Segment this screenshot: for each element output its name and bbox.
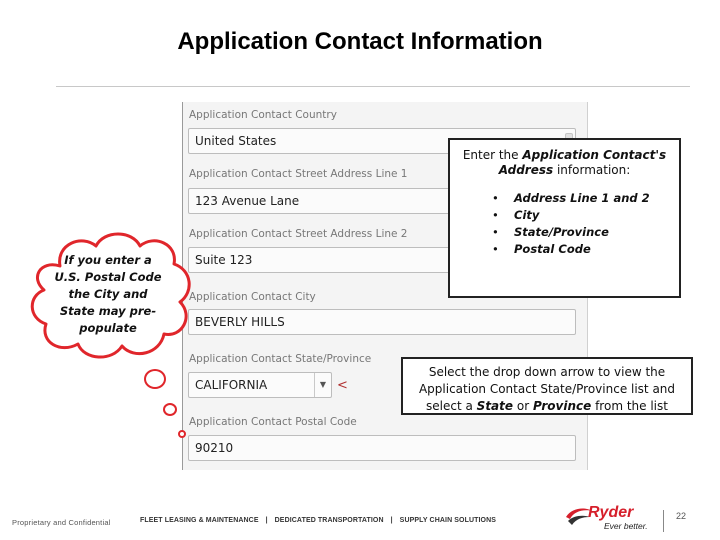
city-field[interactable] (188, 309, 576, 335)
state-callout-emph1: State (476, 399, 514, 413)
list-item (460, 207, 669, 224)
state-callout-line3 (411, 398, 683, 415)
bullet-dot: • (492, 191, 499, 205)
country-value: United States (195, 134, 277, 148)
bullet-text: City (514, 208, 540, 222)
footer-service-links (140, 517, 496, 524)
country-label: Application Contact Country (189, 109, 337, 121)
ryder-logo (562, 503, 654, 533)
address-callout-suffix: information: (553, 163, 631, 177)
footer-separator: | (265, 517, 268, 524)
footer-link-supply-chain: SUPPLY CHAIN SOLUTIONS (399, 517, 496, 524)
ryder-wordmark: Ryder (588, 504, 634, 521)
postal-code-value: 90210 (195, 441, 234, 455)
slide-title: Application Contact Information (177, 28, 543, 55)
list-item (460, 190, 669, 207)
footer-separator: | (390, 517, 393, 524)
cloud-line: populate (79, 321, 137, 335)
postal-code-label: Application Contact Postal Code (189, 416, 357, 428)
list-item (460, 224, 669, 241)
bullet-text: State/Province (514, 225, 609, 239)
address-line2-label: Application Contact Street Address Line 2 (189, 228, 408, 240)
thought-bubble-small (178, 430, 186, 438)
state-select[interactable] (188, 372, 332, 398)
city-label: Application Contact City (189, 291, 316, 303)
address-callout-emph1: Application Contact's (522, 148, 667, 162)
footer-link-dedicated: DEDICATED TRANSPORTATION (274, 517, 384, 524)
thought-bubble-large (144, 369, 166, 389)
thought-bubble-medium (163, 403, 177, 416)
state-callout-mid: or (513, 399, 533, 413)
cloud-line: If you enter a (64, 253, 152, 267)
state-label: Application Contact State/Province (189, 353, 372, 365)
bullet-dot: • (492, 242, 499, 256)
state-callout-line1: Select the drop down arrow to view the (428, 365, 666, 379)
chevron-down-icon[interactable]: ▼ (314, 373, 331, 397)
address-callout-emph2: Address (498, 163, 554, 177)
state-callout-emph2: Province (532, 399, 592, 413)
cloud-line: the City and (68, 287, 148, 301)
bullet-text: Postal Code (514, 242, 591, 256)
list-item (460, 241, 669, 258)
select-pointer-caret: < (337, 378, 348, 393)
address-line1-label: Application Contact Street Address Line 1 (189, 168, 408, 180)
page-number: 22 (676, 511, 687, 521)
ryder-tagline: Ever better. (604, 521, 648, 531)
city-value: BEVERLY HILLS (195, 315, 285, 329)
cloud-line: U.S. Postal Code (54, 270, 162, 284)
state-instructions-callout (401, 357, 693, 415)
bullet-text: Address Line 1 and 2 (514, 191, 650, 205)
bullet-dot: • (492, 225, 499, 239)
address-callout-heading (460, 148, 669, 178)
address-instructions-callout (448, 138, 681, 298)
address-bullet-list (460, 190, 669, 258)
page-number-divider (663, 510, 664, 532)
address-callout-prefix: Enter the (462, 148, 523, 162)
proprietary-notice: Proprietary and Confidential (12, 518, 111, 527)
state-callout-line2: Application Contact State/Province list and (418, 382, 676, 396)
cloud-text (44, 252, 172, 337)
bullet-dot: • (492, 208, 499, 222)
state-value: CALIFORNIA (195, 378, 268, 392)
state-callout-suffix: from the list (591, 399, 668, 413)
state-callout-prefix: select a (426, 399, 477, 413)
title-divider (56, 86, 690, 87)
footer-link-fleet: FLEET LEASING & MAINTENANCE (140, 517, 259, 524)
postal-code-field[interactable] (188, 435, 576, 461)
cloud-line: State may pre- (59, 304, 157, 318)
address-line1-value: 123 Avenue Lane (195, 194, 300, 208)
address-line2-value: Suite 123 (195, 253, 253, 267)
